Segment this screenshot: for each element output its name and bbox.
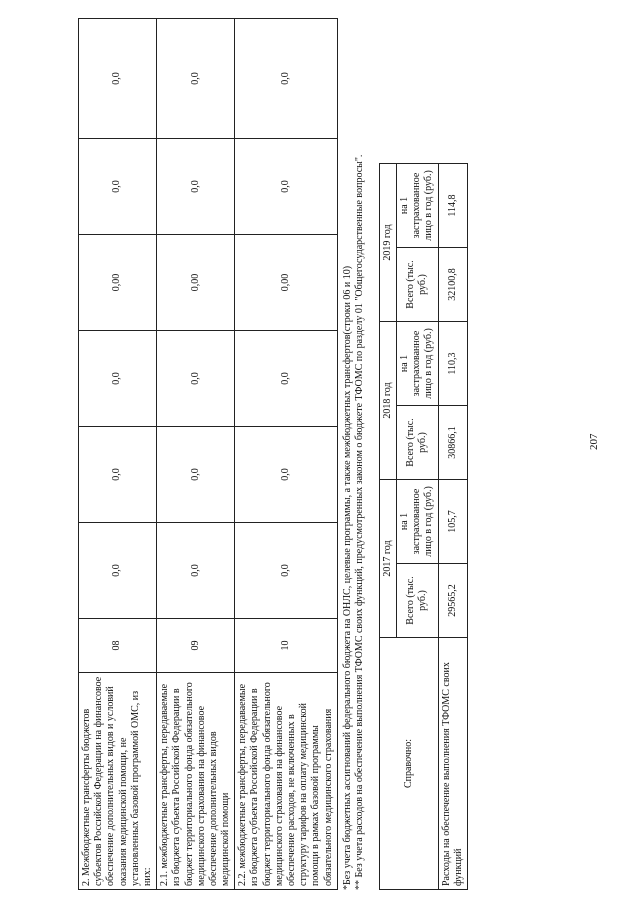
table-cell: 0,0	[157, 331, 235, 427]
table-cell: 0,0	[79, 19, 157, 139]
table-cell: 0,0	[235, 427, 338, 523]
footnote-2: ** Без учета расходов на обеспечение выполнения ТФОМС своих функций, предусмотренных законом о бюджете ТФОМС по разделу 01 "Общегосударственные вопросы".	[354, 154, 366, 890]
table-cell: 0,0	[79, 139, 157, 235]
table-cell: 0,0	[235, 139, 338, 235]
row-code: 08	[79, 619, 157, 673]
page-content	[78, 15, 468, 890]
table-row	[79, 19, 157, 890]
column-header-per-person: на 1 застрахованное лицо в год (руб.)	[396, 322, 438, 406]
reference-label-header: Справочно:	[379, 638, 438, 890]
table-cell: 105,7	[438, 480, 467, 564]
table-cell: 110,3	[438, 322, 467, 406]
table-row	[438, 164, 467, 890]
page-number: 207	[588, 433, 600, 450]
table-cell: 0,00	[157, 235, 235, 331]
table-cell: 0,0	[79, 427, 157, 523]
table-cell: 0,00	[235, 235, 338, 331]
table-cell: 0,0	[235, 19, 338, 139]
table-cell: 0,0	[235, 523, 338, 619]
table-cell: 0,0	[157, 139, 235, 235]
column-header-total: Всего (тыс. руб.)	[396, 406, 438, 480]
table-cell: 0,00	[79, 235, 157, 331]
year-header-2018: 2018 год	[379, 322, 396, 480]
table-cell: 29565,2	[438, 564, 467, 638]
reference-row-label: Расходы на обеспечение выполнения ТФОМС своих функций	[438, 638, 467, 890]
table-cell: 0,0	[79, 523, 157, 619]
table-row	[157, 19, 235, 890]
table-cell: 0,0	[235, 331, 338, 427]
row-code: 10	[235, 619, 338, 673]
year-header-2019: 2019 год	[379, 164, 396, 322]
year-header-2017: 2017 год	[379, 480, 396, 638]
table-cell: 0,0	[157, 523, 235, 619]
column-header-per-person: на 1 застрахованное лицо в год (руб.)	[396, 164, 438, 248]
table-cell: 30866,1	[438, 406, 467, 480]
footnotes	[342, 15, 367, 890]
column-header-total: Всего (тыс. руб.)	[396, 564, 438, 638]
row-code: 09	[157, 619, 235, 673]
footnote-1: *Без учета бюджетных ассигнований федерального бюджета на ОНЛС, целевые программы, а также межбюджетных трансфертов(строки 06 и 10)	[341, 265, 353, 890]
main-table	[78, 18, 338, 890]
reference-table	[379, 163, 468, 890]
table-cell: 32100,8	[438, 248, 467, 322]
rotated-page	[4, 4, 564, 900]
column-header-total: Всего (тыс. руб.)	[396, 248, 438, 322]
table-cell: 0,0	[79, 331, 157, 427]
table-cell: 114,8	[438, 164, 467, 248]
table-row	[235, 19, 338, 890]
row-description: 2.1. межбюджетные трансферты, передаваемые из бюджета субъекта Российской Федерации в бюджет территориального фонда обязательного медицинского страхования на финансовое обеспечение дополнительных видов медицинской помощи	[157, 673, 235, 890]
table-cell: 0,0	[157, 19, 235, 139]
row-description: 2. Межбюджетные трансферты бюджетов субъектов Российской Федерации на финансовое обеспечение дополнительных видов и условий оказания медицинской помощи, не установленных базовой программой ОМС, из них:	[79, 673, 157, 890]
column-header-per-person: на 1 застрахованное лицо в год (руб.)	[396, 480, 438, 564]
row-description: 2.2. межбюджетные трансферты, передаваемые из бюджета субъекта Российской Федерации в бюджет территориального фонда обязательного медицинского страхования на финансовое обеспечение расходов, не включенных в структуру тарифов на оплату медицинской помощи в рамках базовой программы обязательного медицинского страхования	[235, 673, 338, 890]
table-cell: 0,0	[157, 427, 235, 523]
